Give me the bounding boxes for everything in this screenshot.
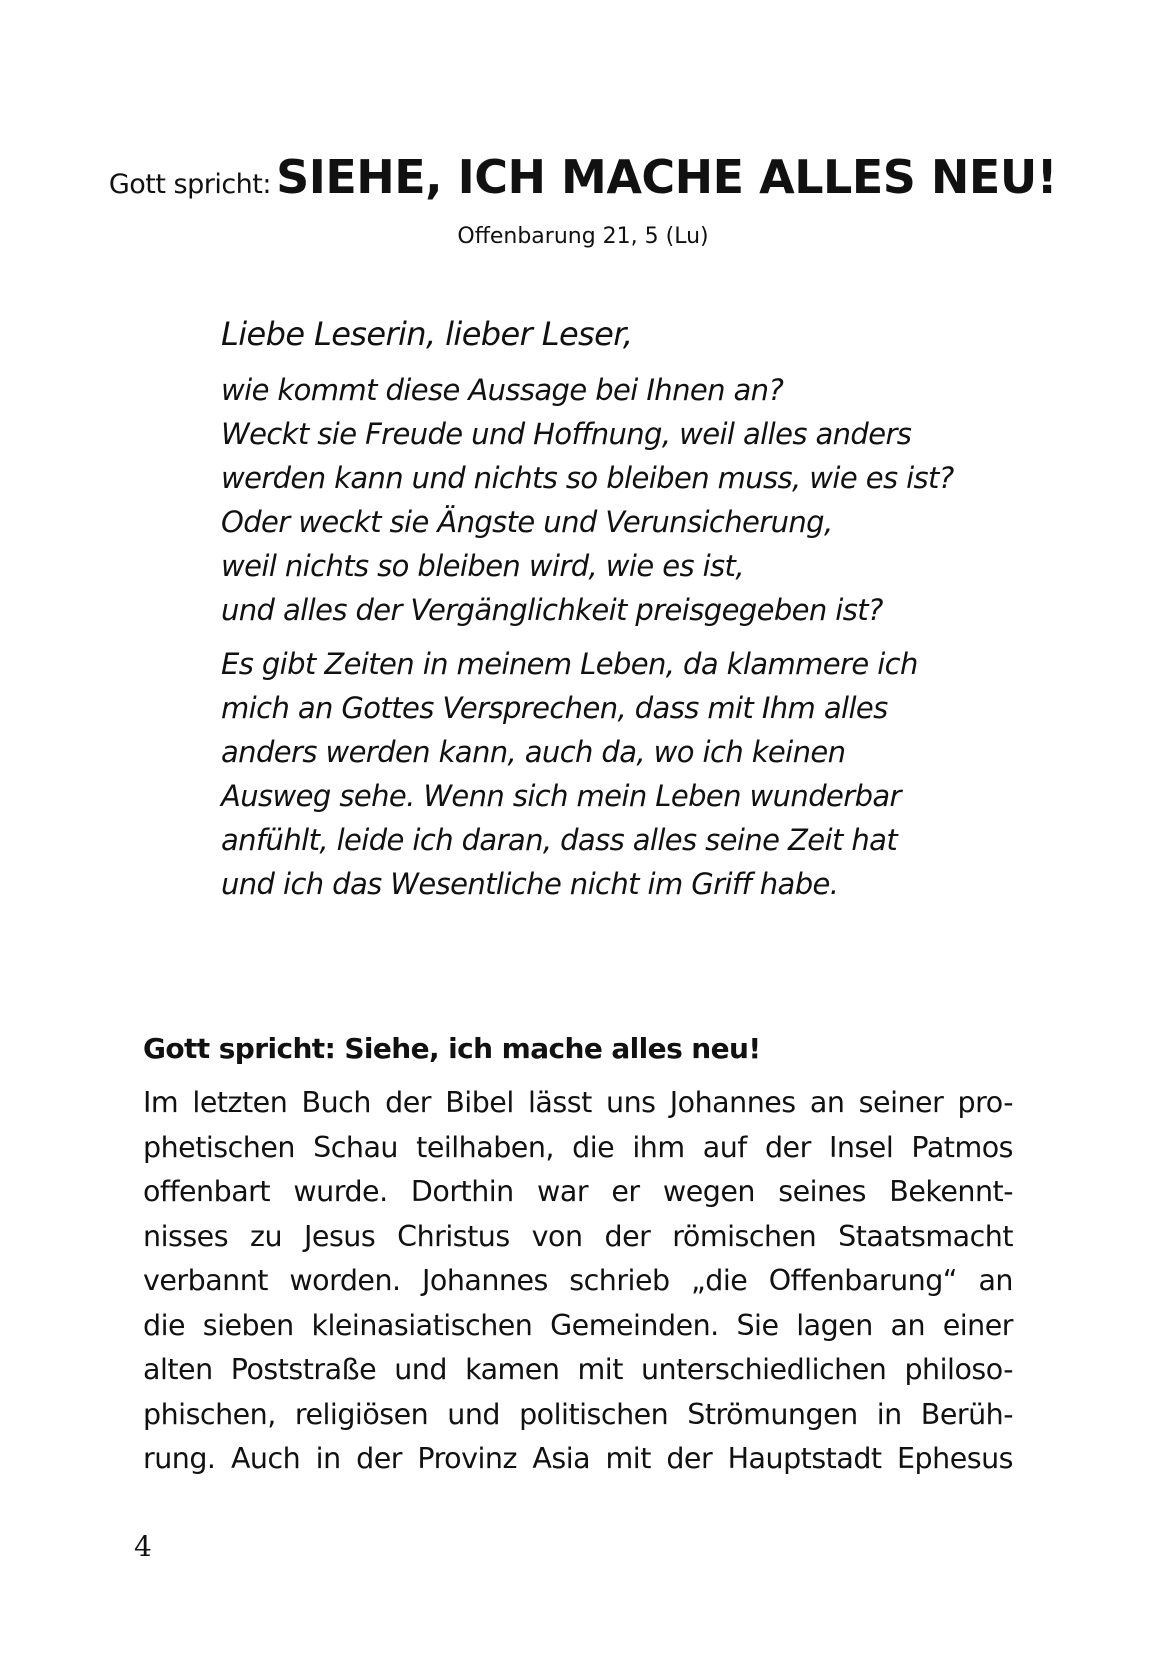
letter-line: weil nichts so bleiben wird, wie es ist,: [221, 549, 744, 583]
body-line: phischen, religiösen und politischen Strömungen in Berüh-: [143, 1397, 1013, 1431]
letter-line: Ausweg sehe. Wenn sich mein Leben wunderbar: [221, 779, 901, 813]
letter-line: Es gibt Zeiten in meinem Leben, da klammere ich: [221, 647, 918, 681]
body-line: rung. Auch in der Provinz Asia mit der Hauptstadt Ephesus: [143, 1442, 1013, 1475]
letter-line: anfühlt, leide ich daran, dass alles seine Zeit hat: [221, 823, 898, 857]
letter-line: mich an Gottes Versprechen, dass mit Ihm alles: [221, 691, 888, 725]
bible-reference: Offenbarung 21, 5 (Lu): [457, 224, 709, 249]
page-number: 4: [134, 1530, 152, 1563]
body-line: verbannt worden. Johannes schrieb „die Offenbarung“ an: [143, 1264, 1013, 1297]
letter-line: und alles der Vergänglichkeit preisgegeben ist?: [221, 593, 883, 627]
letter-block: [221, 312, 981, 906]
body-paragraph: [143, 1081, 1013, 1482]
letter-salutation: Liebe Leserin, lieber Leser,: [221, 315, 633, 353]
letter-paragraph-2: [221, 642, 981, 906]
body-line: phetischen Schau teilhaben, die ihm auf der Insel Patmos: [143, 1130, 1013, 1164]
letter-line: wie kommt diese Aussage bei Ihnen an?: [221, 373, 784, 407]
body-line: nisses zu Jesus Christus von der römischen Staatsmacht: [143, 1219, 1013, 1253]
letter-line: Weckt sie Freude und Hoffnung, weil alles anders: [221, 417, 912, 451]
body-line: offenbart wurde. Dorthin war er wegen seines Bekennt-: [143, 1175, 1013, 1208]
header-title: SIEHE, ICH MACHE ALLES NEU!: [276, 150, 1058, 204]
letter-line: werden kann und nichts so bleiben muss, wie es ist?: [221, 461, 954, 495]
body-line: alten Poststraße und kamen mit unterschiedlichen philoso-: [143, 1353, 1013, 1386]
body-line: die sieben kleinasiatischen Gemeinden. Sie lagen an einer: [143, 1308, 1013, 1342]
page-header: [0, 150, 1166, 204]
body-line: Im letzten Buch der Bibel lässt uns Johannes an seiner pro-: [143, 1086, 1013, 1119]
letter-line: Oder weckt sie Ängste und Verunsicherung,: [221, 505, 833, 539]
letter-line: anders werden kann, auch da, wo ich keinen: [221, 735, 846, 769]
letter-paragraph-1: [221, 368, 981, 632]
letter-line: und ich das Wesentliche nicht im Griff habe.: [221, 867, 839, 901]
section-heading: Gott spricht: Siehe, ich mache alles neu!: [143, 1032, 761, 1065]
header-prefix: Gott spricht:: [108, 169, 271, 200]
